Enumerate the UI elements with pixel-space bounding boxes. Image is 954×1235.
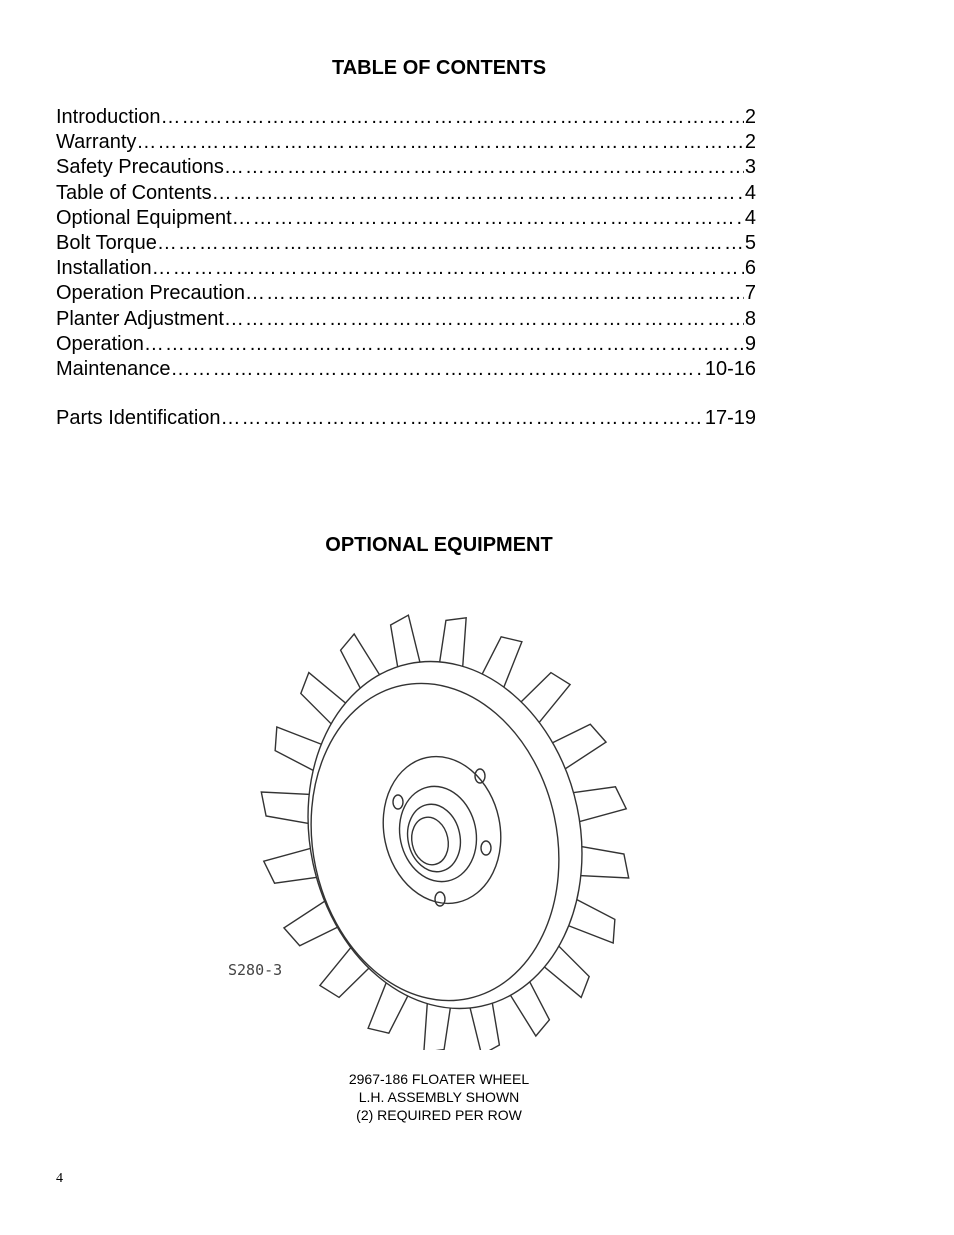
toc-leader	[161, 105, 744, 130]
toc-entry	[56, 332, 756, 357]
toc-entry	[56, 406, 756, 431]
caption-line: (2) REQUIRED PER ROW	[356, 1107, 522, 1123]
caption-line: 2967-186 FLOATER WHEEL	[348, 1071, 530, 1087]
toc-leader	[144, 332, 744, 357]
toc-entry-page: 7	[744, 282, 756, 305]
toc-entry-label: Operation Precaution	[56, 282, 246, 305]
figure-code: S280-3	[228, 961, 283, 979]
toc-entry-label: Operation	[56, 332, 144, 355]
wheel-tooth	[575, 846, 629, 878]
toc-entry-page: 5	[744, 231, 756, 254]
optional-equipment-title: OPTIONAL EQUIPMENT	[325, 534, 553, 556]
figure-caption	[0, 1070, 878, 1124]
toc-entry-page: 2	[744, 106, 756, 128]
toc-title: TABLE OF CONTENTS	[331, 57, 547, 79]
toc-entry-page: 3	[744, 156, 756, 179]
toc-entry-label: Introduction	[56, 106, 161, 128]
toc-entry-label: Safety Precautions	[56, 156, 224, 179]
toc-list	[56, 105, 756, 431]
toc-leader	[221, 406, 704, 431]
toc-leader	[171, 357, 704, 382]
toc-entry	[56, 105, 756, 130]
toc-entry-label: Table of Contents	[56, 181, 212, 204]
toc-entry-page: 4	[744, 181, 756, 204]
toc-leader	[152, 256, 744, 281]
toc-leader	[157, 231, 744, 256]
toc-entry	[56, 256, 756, 281]
toc-leader	[224, 155, 744, 180]
toc-entry-page: 9	[744, 332, 756, 355]
floater-wheel-drawing	[220, 580, 660, 1050]
toc-entry-label: Optional Equipment	[56, 206, 232, 229]
toc-entry-page: 17-19	[704, 407, 756, 430]
toc-entry-label: Installation	[56, 257, 152, 280]
toc-entry-page: 4	[744, 206, 756, 229]
toc-entry	[56, 231, 756, 256]
toc-entry	[56, 357, 756, 382]
toc-leader	[136, 130, 743, 155]
toc-entry-label: Maintenance	[56, 357, 171, 380]
toc-entry	[56, 181, 756, 206]
toc-entry	[56, 130, 756, 155]
toc-entry-page: 10-16	[704, 357, 756, 380]
toc-entry-label: Warranty	[56, 131, 137, 154]
toc-leader	[224, 307, 744, 332]
wheel-tooth	[261, 792, 315, 824]
toc-entry	[56, 307, 756, 332]
toc-entry-label: Parts Identification	[56, 407, 221, 430]
toc-leader	[245, 281, 744, 306]
toc-entry-label: Bolt Torque	[56, 231, 157, 254]
toc-entry-page: 2	[744, 131, 756, 154]
page-number: 4	[56, 1171, 63, 1186]
toc-entry-label: Planter Adjustment	[56, 307, 224, 330]
toc-entry	[56, 281, 756, 306]
toc-entry	[56, 206, 756, 231]
toc-entry-page: 8	[744, 307, 756, 330]
toc-leader	[232, 206, 744, 231]
toc-leader	[212, 181, 744, 206]
toc-entry	[56, 155, 756, 180]
toc-entry-page: 6	[744, 257, 756, 280]
caption-line: L.H. ASSEMBLY SHOWN	[358, 1089, 520, 1105]
